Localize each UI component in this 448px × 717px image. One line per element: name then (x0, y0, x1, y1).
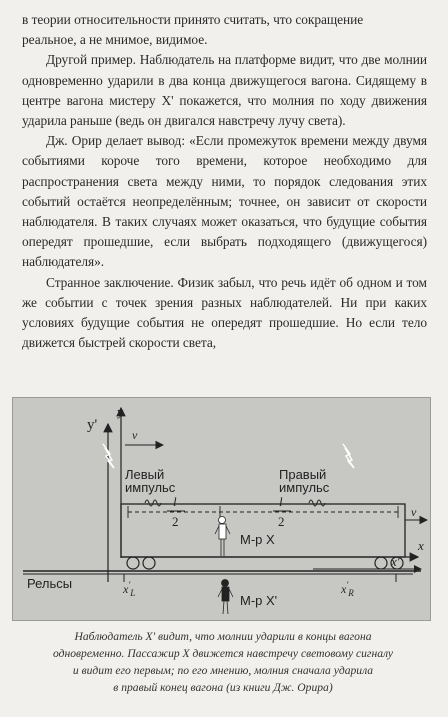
body-text (22, 10, 427, 353)
text-line: в теории относительности принято считать, что сокращение (22, 12, 364, 27)
paragraph-continued (22, 10, 427, 50)
left-pulse-wave (145, 500, 161, 506)
y-label: y (117, 404, 124, 419)
right-pulse-label-1: Правый (279, 467, 327, 482)
right-pulse-label-2: импульс (279, 480, 330, 495)
passenger-label: М-р X (240, 532, 275, 547)
rails-label: Рельсы (27, 576, 73, 591)
paragraph-conclusion: Странное заключение. Физик забыл, что речь идёт об одном и том же событии с точек зрения разных наблюдателей. Ни при каких условиях будущие события не опередят прошедшие. Но если тело движется быстрей скорости света, (22, 274, 427, 351)
half-length-left-num: l (173, 494, 177, 509)
left-pulse-label-2: импульс (125, 480, 176, 495)
passenger-figure-icon (215, 517, 230, 557)
caption-line: и видит его первым; по его мнению, молния сначала ударила (72, 664, 374, 677)
velocity-label-top: v (132, 428, 138, 442)
right-pulse-wave (309, 500, 325, 506)
text-line: реальное, а не мнимое, видимое. (22, 32, 208, 48)
y-prime-label: y' (87, 417, 98, 433)
train-diagram (12, 397, 431, 621)
x-right-label: $x'_R$ (341, 580, 354, 598)
caption-line: в правый конец вагона (из книги Дж. Орира) (113, 681, 333, 694)
half-length-left-den: 2 (172, 514, 179, 529)
caption-line: одновременно. Пассажир X движется навстречу световому сигналу (52, 647, 394, 660)
x-prime-label: x' (391, 554, 400, 569)
velocity-label-right: v (411, 505, 417, 519)
lightning-right-icon (343, 444, 354, 468)
x-label: x (418, 538, 424, 553)
half-length-right-num: l (279, 494, 283, 509)
paragraph-quote: Дж. Орир делает вывод: «Если промежуток времени между двумя событиями короче того времени, которое необходимо для распространения света между ними, то порядок следования этих событий остаётся неопределённым; точнее, он зависит от скорости наблюдателя. В таких случаях может оказаться, что будущие события опередят прошедшие, если выбрать подходящего (движущегося) наблюдателя». (22, 133, 427, 270)
paragraph-example: Другой пример. Наблюдатель на платформе видит, что две молнии одновременно ударили в два конца движущегося вагона. Сидящему в центре вагона мистеру X' покажется, что молния по ходу движения ударила раньше (ведь он двигался навстречу лучу света). (22, 52, 427, 129)
wheels (127, 557, 403, 569)
platform-observer-label: М-р X' (240, 593, 278, 608)
half-length-right-den: 2 (278, 514, 285, 529)
x-left-label: $x'_L$ (123, 580, 136, 598)
caption-line: Наблюдатель X' видит, что молнии ударили в концы вагона (74, 630, 372, 643)
platform-observer-icon (218, 580, 233, 615)
figure-caption (18, 628, 428, 696)
left-pulse-label-1: Левый (125, 467, 165, 482)
